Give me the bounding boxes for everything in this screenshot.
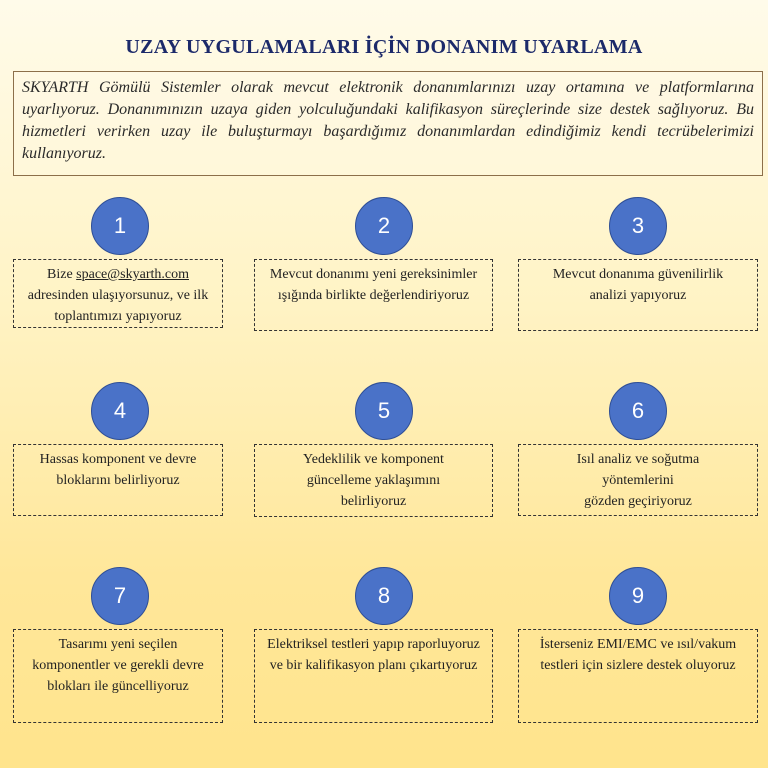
step-3-badge: 3 [609, 197, 667, 255]
step-9-box: İsterseniz EMI/EMC ve ısıl/vakum testleri için sizlere destek oluyoruz [518, 629, 758, 723]
step-7-box: Tasarımı yeni seçilen komponentler ve gerekli devre blokları ile güncelliyoruz [13, 629, 223, 723]
step-2-badge: 2 [355, 197, 413, 255]
step-6-badge: 6 [609, 382, 667, 440]
step-4-box: Hassas komponent ve devre bloklarını belirliyoruz [13, 444, 223, 516]
step-8-box: Elektriksel testleri yapıp raporluyoruz ve bir kalifikasyon planı çıkartıyoruz [254, 629, 493, 723]
step-4-badge: 4 [91, 382, 149, 440]
step-1-text-before: Bize [47, 267, 77, 282]
step-6-line-2: gözden geçiriyoruz [584, 494, 692, 509]
step-8-badge: 8 [355, 567, 413, 625]
email-link[interactable]: space@skyarth.com [76, 267, 189, 282]
step-1-badge: 1 [91, 197, 149, 255]
intro-paragraph: SKYARTH Gömülü Sistemler olarak mevcut elektronik donanımlarınızı uzay ortamına ve platformlarına uyarlıyoruz. Donanımınızın uzaya giden yolculuğundaki kalifikasyon süreçlerinde size destek sağlıyoruz. Bu hizmetleri verirken uzay ile buluşturmayı başardığımız donanımlardan edindiğimiz kendi tecrübelerimizi kullanıyoruz. [13, 71, 763, 176]
step-1-text-after: adresinden ulaşıyorsunuz, ve ilk toplantımızı yapıyoruz [27, 288, 209, 324]
step-6-line-1: Isıl analiz ve soğutma yöntemlerini [576, 452, 700, 488]
step-5-box: Yedeklilik ve komponent güncelleme yaklaşımını belirliyoruz [254, 444, 493, 517]
page-title: UZAY UYGULAMALARI İÇİN DONANIM UYARLAMA [125, 36, 643, 58]
step-9-badge: 9 [609, 567, 667, 625]
step-2-box: Mevcut donanımı yeni gereksinimler ışığında birlikte değerlendiriyoruz [254, 259, 493, 331]
step-1-box [13, 259, 223, 328]
step-5-badge: 5 [355, 382, 413, 440]
step-7-badge: 7 [91, 567, 149, 625]
step-3-box: Mevcut donanıma güvenilirlik analizi yapıyoruz [518, 259, 758, 331]
step-6-box [518, 444, 758, 516]
